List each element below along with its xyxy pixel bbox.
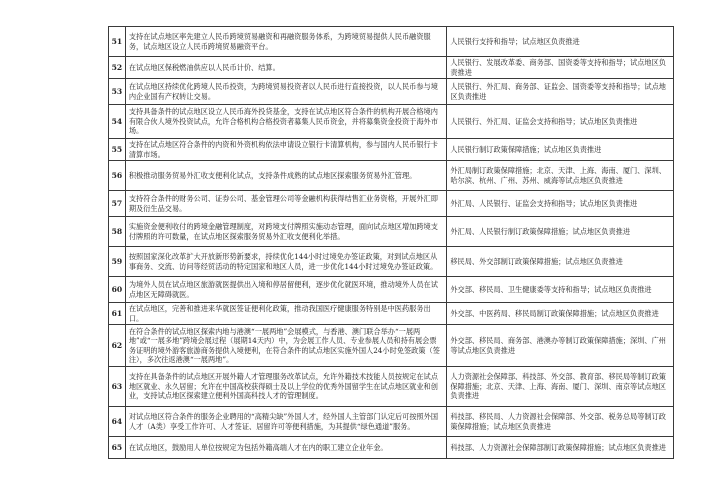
responsible-departments: 人民银行、外汇局、商务部、证监会、国资委等支持和指导；试点地区负责推进 (447, 79, 674, 105)
measure-description: 支持具备条件的试点地区设立人民币海外投贷基金，支持在试点地区符合条件的机构开展合格境内有限合伙人境外投资试点，允许合格机构合格投资者募集人民币资金，并将募集资金投资于海外市场。 (125, 105, 447, 139)
row-number: 59 (109, 247, 126, 277)
row-number: 51 (109, 27, 126, 57)
measure-description: 在试点地区，完善和推进来华就医签证便利化政策，推动我国医疗健康服务特别是中医药服务出口。 (125, 303, 447, 325)
responsible-departments: 人民银行、外汇局、证监会支持和指导；试点地区负责推进 (447, 105, 674, 139)
measure-description: 在符合条件的试点地区探索内地与港澳“一展两地”会展模式，与香港、澳门联合举办“一展两地”或“一展多地”跨境会展过程（展期14天内）中，为会展工作人员、专业参展人员和持有展会票务证明的境外游客旅游商务提供入境便利，在符合条件的试点地区实施外国人24小时免签政策（签注），多次往返港澳“一展两地”。 (125, 325, 447, 367)
table-row (109, 277, 674, 303)
row-number: 55 (109, 139, 126, 161)
policy-table-body (109, 27, 674, 459)
measure-description: 在试点地区持续优化跨境人民币投资，为跨境贸易投资者以人民币进行直接投资，以人民币参与境内企业国有产权转让交易。 (125, 79, 447, 105)
responsible-departments: 人民银行支持和指导；试点地区负责推进 (447, 27, 674, 57)
measure-description: 支持在试点地区率先建立人民币跨境贸易融资和再融资服务体系，为跨境贸易提供人民币融资服务，试点地区设立人民币跨境贸易融资平台。 (125, 27, 447, 57)
responsible-departments: 外汇局制订政策保障措施；北京、天津、上海、海南、厦门、深圳、哈尔滨、杭州、广州、苏州、威海等试点地区负责推进 (447, 161, 674, 191)
row-number: 54 (109, 105, 126, 139)
table-row (109, 217, 674, 247)
policy-table (108, 26, 674, 459)
row-number: 57 (109, 191, 126, 217)
table-row (109, 191, 674, 217)
row-number: 64 (109, 407, 126, 437)
measure-description: 支持在试点地区符合条件的内资和外资机构依法申请设立银行卡清算机构，参与国内人民币银行卡清算市场。 (125, 139, 447, 161)
measure-description: 为境外人员在试点地区旅游就医提供出入境和停居留便利，逐步优化就医环境，推动境外人员在试点地区无障碍就医。 (125, 277, 447, 303)
responsible-departments: 外交部、移民局、卫生健康委等支持和指导；试点地区负责推进 (447, 277, 674, 303)
row-number: 65 (109, 437, 126, 459)
measure-description: 在试点地区，鼓励用人单位按规定为包括外籍高端人才在内的职工建立企业年金。 (125, 437, 447, 459)
table-row (109, 27, 674, 57)
row-number: 53 (109, 79, 126, 105)
row-number: 63 (109, 367, 126, 407)
measure-description: 按照国家深化改革扩大开放新形势新要求，持续优化144小时过境免办签证政策，对到试点地区从事商务、交流、访问等经贸活动的特定国家和地区人员，进一步优化144小时过境免办签证政策。 (125, 247, 447, 277)
table-row (109, 437, 674, 459)
measure-description: 在试点地区保税燃油供应以人民币计价、结算。 (125, 57, 447, 79)
table-row (109, 247, 674, 277)
row-number: 56 (109, 161, 126, 191)
responsible-departments: 外交部、移民局、商务部、港澳办等制订政策保障措施；深圳、广州等试点地区负责推进 (447, 325, 674, 367)
responsible-departments: 外汇局、人民银行制订政策保障措施；试点地区负责推进 (447, 217, 674, 247)
measure-description: 对试点地区符合条件的服务企业聘用的“高精尖缺”外国人才，经外国人主管部门认定后可按照外国人才（A类）享受工作许可、人才签证、居留许可等便利措施，为其提供“绿色通道”服务。 (125, 407, 447, 437)
table-row (109, 105, 674, 139)
row-number: 58 (109, 217, 126, 247)
responsible-departments: 人民银行制订政策保障措施；试点地区负责推进 (447, 139, 674, 161)
responsible-departments: 人民银行、发展改革委、商务部、国资委等支持和指导；试点地区负责推进 (447, 57, 674, 79)
table-row (109, 407, 674, 437)
responsible-departments: 科技部、移民局、人力资源社会保障部、外交部、税务总局等制订政策保障措施；试点地区负责推进 (447, 407, 674, 437)
measure-description: 积极推动服务贸易外汇收支便利化试点，支持条件成熟的试点地区探索服务贸易外汇管理。 (125, 161, 447, 191)
table-row (109, 139, 674, 161)
responsible-departments: 科技部、人力资源社会保障部制订政策保障措施；试点地区负责推进 (447, 437, 674, 459)
table-row (109, 57, 674, 79)
row-number: 61 (109, 303, 126, 325)
table-row (109, 367, 674, 407)
table-row (109, 325, 674, 367)
measure-description: 支持在具备条件的试点地区开展外籍人才管理服务改革试点，允许外籍技术技能人员按规定在试点地区就业、永久居留；允许在中国高校获得硕士及以上学位的优秀外国留学生在试点地区就业和创业，支持试点地区探索建立便利外国高科技人才的管理制度。 (125, 367, 447, 407)
responsible-departments: 外交部、中医药局、移民局制订政策保障措施；试点地区负责推进 (447, 303, 674, 325)
measure-description: 支持符合条件的财务公司、证券公司、基金管理公司等金融机构获得结售汇业务资格，开展外汇即期及衍生品交易。 (125, 191, 447, 217)
table-row (109, 303, 674, 325)
table-row (109, 79, 674, 105)
table-row (109, 161, 674, 191)
row-number: 60 (109, 277, 126, 303)
responsible-departments: 移民局、外交部制订政策保障措施；试点地区负责推进 (447, 247, 674, 277)
row-number: 52 (109, 57, 126, 79)
measure-description: 实施资金便利收付的跨境金融管理制度，对跨境支付牌照实施动态管理，面向试点地区增加跨境支付牌照的许可数量，在试点地区探索服务贸易外汇收支便利化举措。 (125, 217, 447, 247)
responsible-departments: 外汇局、人民银行、证监会支持和指导；试点地区负责推进 (447, 191, 674, 217)
responsible-departments: 人力资源社会保障部、科技部、外交部、教育部、移民局等制订政策保障措施；北京、天津、上海、海南、厦门、深圳、南京等试点地区负责推进 (447, 367, 674, 407)
row-number: 62 (109, 325, 126, 367)
